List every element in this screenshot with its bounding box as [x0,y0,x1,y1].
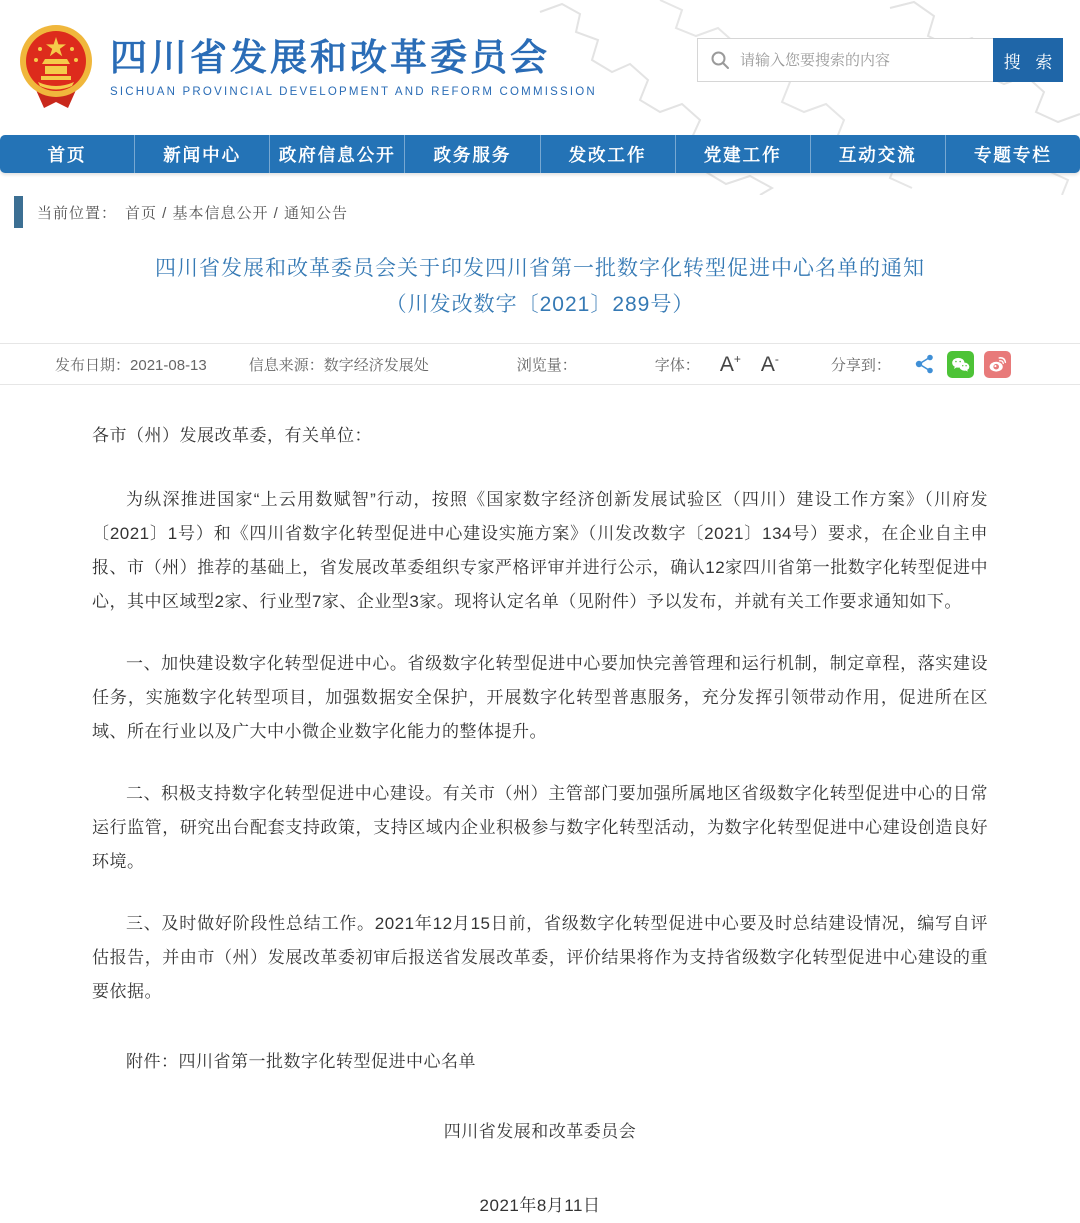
salutation: 各市（州）发展改革委，有关单位： [92,426,372,445]
article-title-line1: 四川省发展和改革委员会关于印发四川省第一批数字化转型促进中心名单的通知 [155,257,925,280]
font-decrease-letter: A [760,353,775,376]
info-source [249,354,429,375]
site-title-block [110,37,597,98]
view-count-label: 浏览量： [516,356,577,374]
publish-date-value: 2021-08-13 [130,356,207,374]
search-button[interactable]: 搜 索 [993,38,1063,82]
site-brand [16,24,597,110]
wechat-share-icon[interactable] [947,351,974,378]
nav-item-gov-services[interactable]: 政务服务 [404,135,539,173]
breadcrumb-accent-bar [14,196,23,228]
font-decrease-button[interactable] [761,353,779,375]
search-bar [697,38,1063,82]
attachment-line: 附件：四川省第一批数字化转型促进中心名单 [126,1052,476,1071]
paragraph-item-3: 三、及时做好阶段性总结工作。2021年12月15日前，省级数字化转型促进中心要及时总结建设情况，编写自评估报告，并由市（州）发展改革委初审后报送省发展改革委，评价结果将作为支持省级数字化转型促进中心建设的重要依据。 [92,914,988,1001]
font-decrease-minus: - [774,352,779,366]
nav-item-home[interactable]: 首页 [47,144,87,165]
breadcrumb-path[interactable]: 首页 / 基本信息公开 / 通知公告 [125,204,349,222]
article-body [0,385,1080,1223]
nav-item-party-building[interactable]: 党建工作 [675,135,810,173]
breadcrumb-label: 当前位置： [37,204,118,222]
signature: 四川省发展和改革委员会 [443,1122,637,1141]
font-increase-letter: A [719,353,734,376]
search-input[interactable] [740,52,981,69]
article-title-line2: （川发改数字〔2021〕289号） [385,293,695,316]
site-subtitle: SICHUAN PROVINCIAL DEVELOPMENT AND REFORM COMMISSION [110,85,597,98]
info-source-label: 信息来源： [248,356,324,374]
search-icon [710,50,730,70]
nav-item-interaction[interactable]: 互动交流 [810,135,945,173]
font-size-label: 字体： [654,356,700,374]
site-header [0,0,1080,135]
search-box[interactable] [697,38,993,82]
national-emblem-logo [16,24,96,110]
site-title: 四川省发展和改革委员会 [110,36,550,78]
article-meta-bar [0,343,1080,385]
view-count [517,354,577,375]
signature-date: 2021年8月11日 [479,1196,601,1215]
font-increase-button[interactable] [720,353,741,375]
weibo-share-icon[interactable] [984,351,1011,378]
paragraph-item-2: 二、积极支持数字化转型促进中心建设。有关市（州）主管部门要加强所属地区省级数字化转型促进中心的日常运行监管，研究出台配套支持政策，支持区域内企业积极参与数字化转型活动，为数字化转型促进中心建设创造良好环境。 [92,784,988,871]
paragraph-intro: 为纵深推进国家“上云用数赋智”行动，按照《国家数字经济创新发展试验区（四川）建设工作方案》（川府发〔2021〕1号）和《四川省数字化转型促进中心建设实施方案》（川发改数字〔2021〕134号）要求，在企业自主申报、市（州）推荐的基础上，省发展改革委组织专家严格评审并进行公示，确认12家四川省第一批数字化转型促进中心，其中区域型2家、行业型7家、企业型3家。现将认定名单（见附件）予以发布，并就有关工作要求通知如下。 [92,490,988,611]
nav-item-special-topics[interactable]: 专题专栏 [945,135,1080,173]
paragraph-item-1: 一、加快建设数字化转型促进中心。省级数字化转型促进中心要加快完善管理和运行机制，制定章程，落实建设任务，实施数字化转型项目，加强数据安全保护，开展数字化转型普惠服务，充分发挥引领带动作用，促进所在区域、所在行业以及广大中小微企业数字化能力的整体提升。 [92,654,988,741]
share-label: 分享到： [830,356,891,374]
font-increase-plus: + [733,352,741,366]
main-nav [0,135,1080,173]
nav-item-news-center[interactable]: 新闻中心 [134,135,269,173]
publish-date-label: 发布日期： [55,356,131,374]
publish-date [55,354,207,375]
page-top [0,0,1080,173]
nav-item-gov-info-disclosure[interactable]: 政府信息公开 [269,135,404,173]
info-source-value: 数字经济发展处 [323,356,429,374]
share-more-icon[interactable] [913,352,937,376]
article-title [0,251,1080,323]
share-icons [903,351,1011,378]
nav-item-ndrc-work[interactable]: 发改工作 [540,135,675,173]
breadcrumb [0,195,1080,229]
